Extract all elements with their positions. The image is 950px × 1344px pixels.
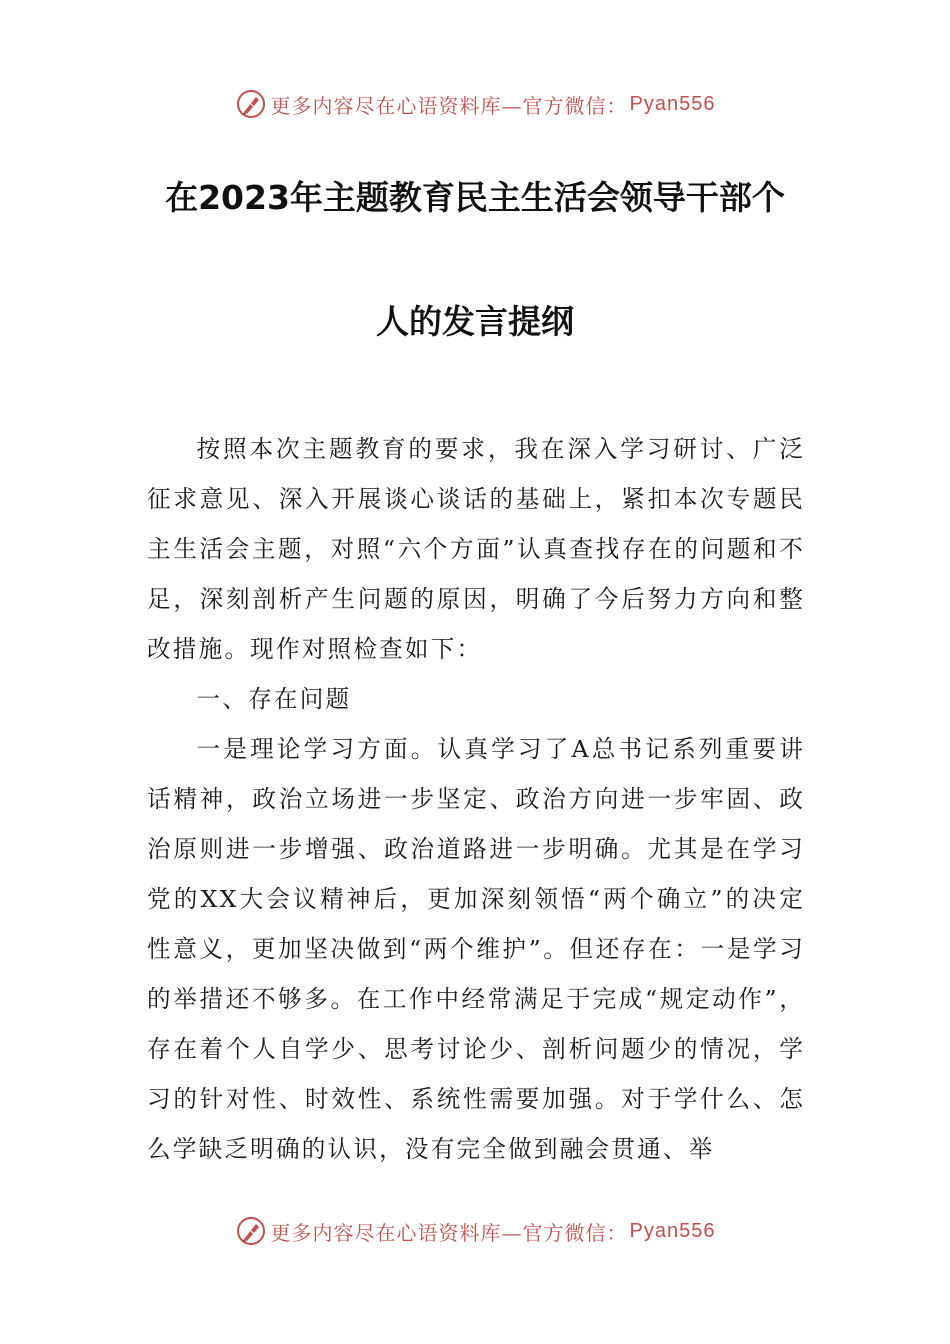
paragraph-intro: 按照本次主题教育的要求，我在深入学习研讨、广泛征求意见、深入开展谈心谈话的基础上，紧扣本次专题民主生活会主题，对照“六个方面”认真查找存在的问题和不足，深刻剖析产生问题的原因，明确了今后努力方向和整改措施。现作对照检查如下： (147, 435, 805, 663)
watermark-footer (0, 1211, 950, 1251)
paragraph-theory-study: 一是理论学习方面。认真学习了A总书记系列重要讲话精神，政治立场进一步坚定、政治方向进一步牢固、政治原则进一步增强、政治道路进一步明确。尤其是在学习党的XX大会议精神后，更加深刻领悟“两个确立”的决定性意义，更加坚决做到“两个维护”。但还存在：一是学习的举措还不够多。在工作中经常满足于完成“规定动作”，存在着个人自学少、思考讨论少、剖析问题少的情况，学习的针对性、时效性、系统性需要加强。对于学什么、怎么学缺乏明确的认识，没有完全做到融会贯通、举 (147, 735, 805, 1163)
watermark-text: 更多内容尽在心语资料库—官方微信： (270, 93, 628, 118)
document-title-line-2: 人的发言提纲 (376, 302, 574, 341)
document-title-line-1: 在2023年主题教育民主生活会领导干部个 (165, 178, 785, 217)
pen-logo-icon (235, 1215, 267, 1247)
document-body (147, 424, 805, 1174)
section-heading: 一、存在问题 (196, 685, 352, 713)
watermark-header (0, 84, 950, 124)
watermark-wechat-id: Pyan556 (629, 1219, 716, 1242)
watermark-text: 更多内容尽在心语资料库—官方微信： (270, 1220, 628, 1245)
watermark-wechat-id: Pyan556 (629, 92, 716, 115)
pen-logo-icon (235, 88, 267, 120)
